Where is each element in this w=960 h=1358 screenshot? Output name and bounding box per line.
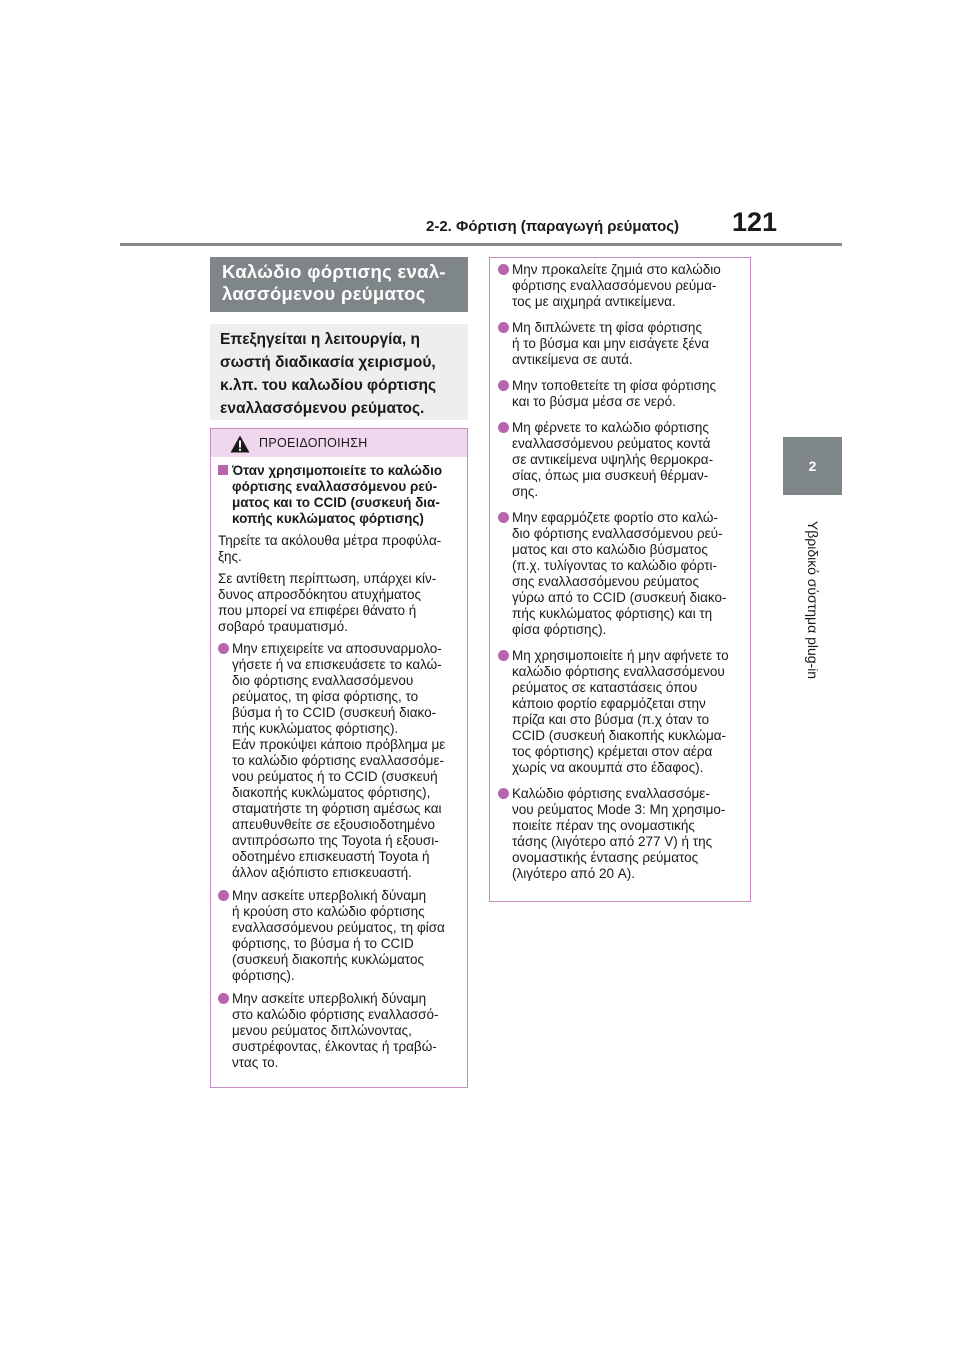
subheading-line: φόρτισης εναλλασσόμενου ρεύ- xyxy=(232,479,438,494)
text-line: ρεύματος, τη φίσα φόρτισης, το xyxy=(232,689,419,704)
bullet-dot-icon xyxy=(498,512,509,523)
text-line: ματος και στο καλώδιο βύσματος xyxy=(512,542,708,557)
text-line: το καλώδιο φόρτισης εναλλασσόμε- xyxy=(232,753,444,768)
text-line: αντιπρόσωπο της Toyota ή εξουσι- xyxy=(232,833,439,848)
text-line: πρίζα και στο βύσμα (π.χ όταν το xyxy=(512,712,710,727)
intro-line: εναλλασσόμενου ρεύματος. xyxy=(220,400,425,417)
text-line: κάποιο φορτίο εφαρμόζεται στην xyxy=(512,696,706,711)
text-line: φίσα φόρτισης). xyxy=(512,622,607,637)
text-line: άλλον αξιόπιστο επισκευαστή. xyxy=(232,865,412,880)
text-line: Μη διπλώνετε τη φίσα φόρτισης xyxy=(512,320,702,335)
text-line: γήσετε ή να επισκευάσετε το καλώ- xyxy=(232,657,442,672)
section-title: 2-2. Φόρτιση (παραγωγή ρεύματος) xyxy=(426,218,680,235)
text-line: συστρέφοντας, έλκοντας ή τραβώ- xyxy=(232,1039,437,1054)
warning-triangle-icon xyxy=(230,435,250,453)
text-line: οδοτημένο επισκευαστή Toyota ή xyxy=(232,849,430,864)
text-line: δυνος απροσδόκητου ατυχήματος xyxy=(218,587,421,602)
text-line: χωρίς να ακουμπά στο έδαφος). xyxy=(512,760,704,775)
square-bullet-icon xyxy=(218,465,228,475)
text-line: πής κυκλώματος φόρτισης). xyxy=(232,721,399,736)
intro-line: κ.λπ. του καλωδίου φόρτισης xyxy=(220,377,437,394)
text-line: διο φόρτισης εναλλασσόμενου ρεύ- xyxy=(512,526,723,541)
text-line: Μη φέρνετε το καλώδιο φόρτισης xyxy=(512,420,709,435)
warning-bullet xyxy=(218,991,459,1071)
bullet-dot-icon xyxy=(218,643,229,654)
text-line: και το βύσμα μέσα σε νερό. xyxy=(512,394,676,409)
bullet-dot-icon xyxy=(498,380,509,391)
text-line: τάσης (λιγότερο από 277 V) ή της xyxy=(512,834,713,849)
bullet-dot-icon xyxy=(218,993,229,1004)
page-number: 121 xyxy=(732,207,778,237)
warning-bullet xyxy=(498,648,744,776)
text-line: Μην προκαλείτε ζημιά στο καλώδιο xyxy=(512,262,721,277)
text-line: Εάν προκύψει κάποιο πρόβλημα με xyxy=(232,737,446,752)
text-line: που μπορεί να επιφέρει θάνατο ή xyxy=(218,603,417,618)
warning-bullet xyxy=(498,786,744,882)
chapter-label xyxy=(783,505,842,695)
bullet-dot-icon xyxy=(498,650,509,661)
text-line: καλώδιο φόρτισης εναλλασσόμενου xyxy=(512,664,725,679)
text-line: τος με αιχμηρά αντικείμενα. xyxy=(512,294,676,309)
bullet-dot-icon xyxy=(498,788,509,799)
text-line: σοβαρό τραυματισμό. xyxy=(218,619,348,634)
text-line: ή το βύσμα και μην εισάγετε ξένα xyxy=(512,336,710,351)
text-line: (συσκευή διακοπής κυκλώματος xyxy=(232,952,424,967)
text-line: σε αντικείμενα υψηλής θερμοκρα- xyxy=(512,452,714,467)
text-line: Μην επιχειρείτε να αποσυναρμολο- xyxy=(232,641,442,656)
subheading-line: κοπής κυκλώματος φόρτισης) xyxy=(232,511,424,526)
text-line: ξης. xyxy=(218,549,242,564)
text-line: Μην εφαρμόζετε φορτίο στο καλώ- xyxy=(512,510,718,525)
warning-subheading xyxy=(218,463,459,527)
text-line: νου ρεύματος ή το CCID (συσκευή xyxy=(232,769,438,784)
warning-title: ΠΡΟΕΙΔΟΠΟΙΗΣΗ xyxy=(259,436,368,450)
text-line: Τηρείτε τα ακόλουθα μέτρα προφύλα- xyxy=(218,533,442,548)
text-line: ρεύματος σε καταστάσεις όπου xyxy=(512,680,698,695)
subheading-line: ματος και το CCID (συσκευή δια- xyxy=(232,495,440,510)
section-heading-line: Καλώδιο φόρτισης εναλ- xyxy=(222,261,446,282)
text-line: φόρτισης, το βύσμα ή το CCID xyxy=(232,936,414,951)
warning-bullet xyxy=(498,510,744,638)
text-line: Μη χρησιμοποιείτε ή μην αφήνετε το xyxy=(512,648,729,663)
text-line: βύσμα ή το CCID (συσκευή διακο- xyxy=(232,705,437,720)
warning-bullet xyxy=(498,420,744,500)
text-line: διακοπής κυκλώματος φόρτισης), xyxy=(232,785,431,800)
text-line: εναλλασσόμενου ρεύματος κοντά xyxy=(512,436,711,451)
text-line: μενου ρεύματος διπλώνοντας, xyxy=(232,1023,412,1038)
text-line: ντας το. xyxy=(232,1055,279,1070)
warning-body xyxy=(211,457,467,1071)
warning-box xyxy=(210,428,468,1088)
text-line: ποιείτε πέραν της ονομαστικής xyxy=(512,818,695,833)
header-divider xyxy=(120,243,842,246)
text-line: νου ρεύματος Mode 3: Μη χρησιμο- xyxy=(512,802,726,817)
text-line: Καλώδιο φόρτισης εναλλασσόμε- xyxy=(512,786,710,801)
text-line: εναλλασσόμενου ρεύματος, τη φίσα xyxy=(232,920,445,935)
text-line: σταματήστε τη φόρτιση αμέσως και xyxy=(232,801,442,816)
bullet-dot-icon xyxy=(218,890,229,901)
text-line: φόρτισης). xyxy=(232,968,295,983)
intro-line: Επεξηγείται η λειτουργία, η xyxy=(220,331,421,348)
section-heading-line: λασσόμενου ρεύματος xyxy=(222,283,426,304)
text-line: σης εναλλασσόμενου ρεύματος xyxy=(512,574,699,589)
text-line: διο φόρτισης εναλλασσόμενου xyxy=(232,673,414,688)
bullet-dot-icon xyxy=(498,422,509,433)
text-line: (π.χ. τυλίγοντας το καλώδιο φόρτι- xyxy=(512,558,718,573)
subheading-line: Όταν χρησιμοποιείτε το καλώδιο xyxy=(232,463,443,478)
text-line: τος φόρτισης) κρέμεται στον αέρα xyxy=(512,744,713,759)
text-line: σίας, όπως μια συσκευή θέρμαν- xyxy=(512,468,709,483)
text-line: ή κρούση στο καλώδιο φόρτισης xyxy=(232,904,425,919)
warning-bullet xyxy=(498,320,744,368)
warning-header xyxy=(211,429,467,457)
section-heading xyxy=(210,257,468,312)
warning-paragraph xyxy=(218,571,459,635)
text-line: σης. xyxy=(512,484,539,499)
text-line: στο καλώδιο φόρτισης εναλλασσό- xyxy=(232,1007,439,1022)
text-line: απευθυνθείτε σε εξουσιοδοτημένο xyxy=(232,817,436,832)
intro-summary xyxy=(210,324,468,420)
chapter-label-text: Υβριδικό σύστημα plug-in xyxy=(804,520,821,680)
text-line: Σε αντίθετη περίπτωση, υπάρχει κίν- xyxy=(218,571,437,586)
intro-line: σωστή διαδικασία χειρισμού, xyxy=(220,354,436,371)
text-line: γύρω από το CCID (συσκευή διακο- xyxy=(512,590,727,605)
warning-paragraph xyxy=(218,533,459,565)
warning-bullet xyxy=(498,378,744,410)
warning-continued-box xyxy=(489,257,751,902)
text-line: αντικείμενα σε αυτά. xyxy=(512,352,633,367)
text-line: φόρτισης εναλλασσόμενου ρεύμα- xyxy=(512,278,717,293)
text-line: Μην ασκείτε υπερβολική δύναμη xyxy=(232,888,427,903)
warning-bullet xyxy=(218,888,459,984)
text-line: (λιγότερο από 20 A). xyxy=(512,866,635,881)
text-line: πής κυκλώματος φόρτισης) και τη xyxy=(512,606,713,621)
warning-bullet xyxy=(498,262,744,310)
bullet-dot-icon xyxy=(498,322,509,333)
text-line: Μην τοποθετείτε τη φίσα φόρτισης xyxy=(512,378,716,393)
text-line: Μην ασκείτε υπερβολική δύναμη xyxy=(232,991,427,1006)
text-line: CCID (συσκευή διακοπής κυκλώμα- xyxy=(512,728,727,743)
chapter-tab: 2 xyxy=(783,437,842,495)
warning-bullet xyxy=(218,641,459,881)
bullet-dot-icon xyxy=(498,264,509,275)
text-line: ονομαστικής έντασης ρεύματος xyxy=(512,850,699,865)
